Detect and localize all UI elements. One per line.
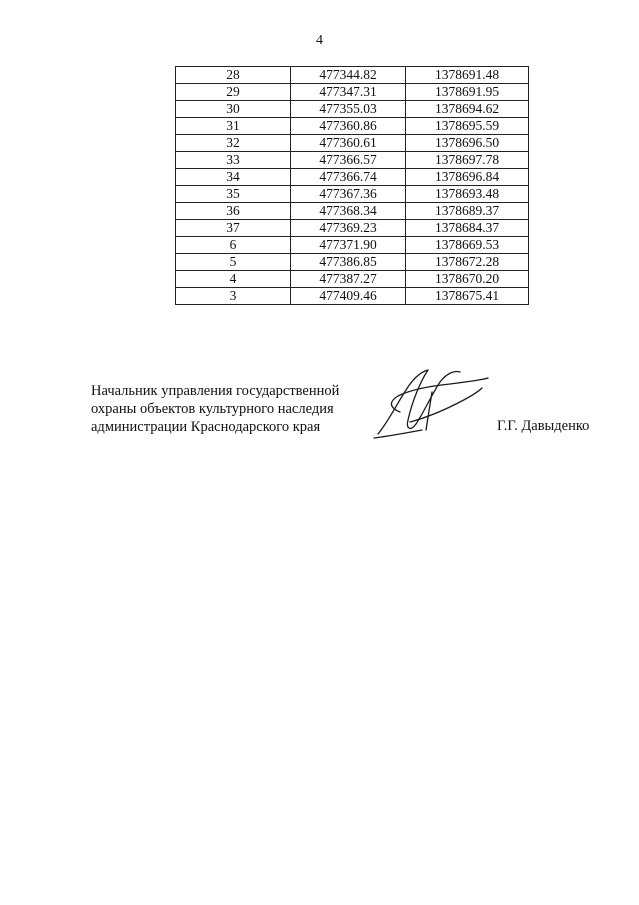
x-coordinate-cell: 477360.86 <box>291 118 406 135</box>
coordinates-table-body <box>176 67 529 305</box>
point-number-cell: 36 <box>176 203 291 220</box>
table-row <box>176 271 529 288</box>
point-number-cell: 31 <box>176 118 291 135</box>
table-row <box>176 169 529 186</box>
x-coordinate-cell: 477355.03 <box>291 101 406 118</box>
point-number-cell: 3 <box>176 288 291 305</box>
table-row <box>176 237 529 254</box>
point-number-cell: 34 <box>176 169 291 186</box>
signatory-position <box>91 382 339 436</box>
table-row <box>176 67 529 84</box>
y-coordinate-cell: 1378689.37 <box>406 203 529 220</box>
point-number-cell: 35 <box>176 186 291 203</box>
y-coordinate-cell: 1378696.50 <box>406 135 529 152</box>
x-coordinate-cell: 477360.61 <box>291 135 406 152</box>
y-coordinate-cell: 1378694.62 <box>406 101 529 118</box>
x-coordinate-cell: 477366.57 <box>291 152 406 169</box>
point-number-cell: 32 <box>176 135 291 152</box>
position-line: Начальник управления государственной <box>91 383 340 399</box>
table-row <box>176 220 529 237</box>
x-coordinate-cell: 477368.34 <box>291 203 406 220</box>
handwritten-signature <box>370 362 495 442</box>
x-coordinate-cell: 477386.85 <box>291 254 406 271</box>
point-number-cell: 33 <box>176 152 291 169</box>
x-coordinate-cell: 477367.36 <box>291 186 406 203</box>
y-coordinate-cell: 1378696.84 <box>406 169 529 186</box>
point-number-cell: 5 <box>176 254 291 271</box>
y-coordinate-cell: 1378684.37 <box>406 220 529 237</box>
table-row <box>176 186 529 203</box>
x-coordinate-cell: 477344.82 <box>291 67 406 84</box>
x-coordinate-cell: 477366.74 <box>291 169 406 186</box>
y-coordinate-cell: 1378697.78 <box>406 152 529 169</box>
point-number-cell: 4 <box>176 271 291 288</box>
point-number-cell: 6 <box>176 237 291 254</box>
page-number: 4 <box>316 33 323 48</box>
y-coordinate-cell: 1378670.20 <box>406 271 529 288</box>
y-coordinate-cell: 1378695.59 <box>406 118 529 135</box>
y-coordinate-cell: 1378669.53 <box>406 237 529 254</box>
table-row <box>176 118 529 135</box>
x-coordinate-cell: 477409.46 <box>291 288 406 305</box>
point-number-cell: 30 <box>176 101 291 118</box>
point-number-cell: 28 <box>176 67 291 84</box>
x-coordinate-cell: 477387.27 <box>291 271 406 288</box>
table-row <box>176 203 529 220</box>
table-row <box>176 101 529 118</box>
y-coordinate-cell: 1378691.48 <box>406 67 529 84</box>
y-coordinate-cell: 1378675.41 <box>406 288 529 305</box>
coordinates-table <box>175 66 529 305</box>
y-coordinate-cell: 1378672.28 <box>406 254 529 271</box>
table-row <box>176 84 529 101</box>
table-row <box>176 254 529 271</box>
point-number-cell: 29 <box>176 84 291 101</box>
y-coordinate-cell: 1378691.95 <box>406 84 529 101</box>
position-line: охраны объектов культурного наследия <box>91 401 334 417</box>
table-row <box>176 152 529 169</box>
position-line: администрации Краснодарского края <box>91 419 321 435</box>
x-coordinate-cell: 477369.23 <box>291 220 406 237</box>
x-coordinate-cell: 477371.90 <box>291 237 406 254</box>
table-row <box>176 288 529 305</box>
signatory-name: Г.Г. Давыденко <box>497 418 590 434</box>
table-row <box>176 135 529 152</box>
point-number-cell: 37 <box>176 220 291 237</box>
x-coordinate-cell: 477347.31 <box>291 84 406 101</box>
y-coordinate-cell: 1378693.48 <box>406 186 529 203</box>
